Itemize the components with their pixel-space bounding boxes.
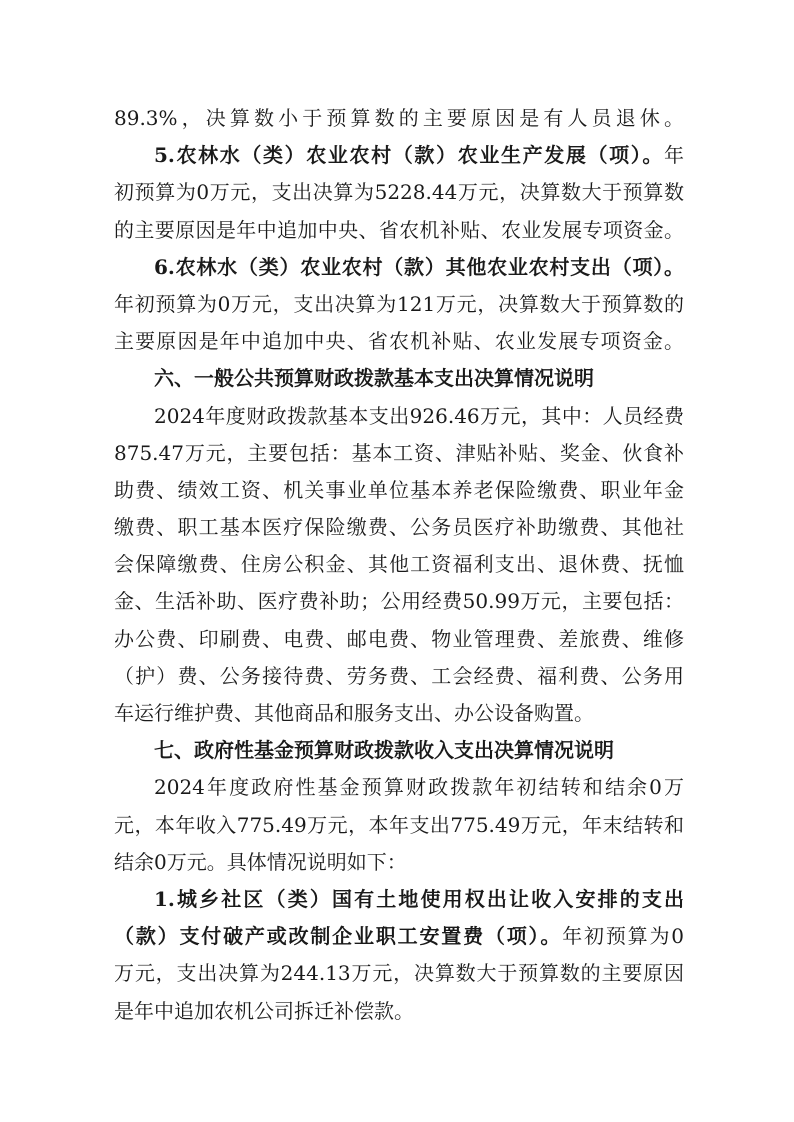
line-text: 车运行维护费、其他商品和服务支出、办公设备购置。: [114, 701, 594, 725]
paragraph-line: [114, 546, 684, 583]
paragraph-line: [114, 695, 684, 732]
line-text: 年初预算为0: [562, 924, 684, 949]
paragraph-line: [114, 509, 684, 546]
paragraph-line: [114, 100, 684, 137]
line-text: 的主要原因是年中追加中央、省农机补贴、农业发展专项资金。: [114, 217, 684, 242]
paragraph-line: [114, 286, 684, 323]
item-5-title-line: [114, 137, 684, 174]
item-6-title-line: [114, 249, 684, 286]
paragraph-line: [114, 583, 684, 620]
line-text: 结余0万元。具体情况说明如下：: [114, 849, 407, 874]
paragraph-line: [114, 658, 684, 695]
line-text: （护）费、公务接待费、劳务费、工会经费、福利费、公务用: [114, 663, 684, 688]
paragraph-line: [114, 807, 684, 844]
item-5-title: 5.农林水（类）农业农村（款）农业生产发展（项）。: [154, 143, 664, 168]
paragraph-line: [114, 212, 684, 249]
item-1-title-continued: （款）支付破产或改制企业职工安置费（项）。: [114, 924, 563, 949]
line-text: 万元，支出决算为244.13万元，决算数大于预算数的主要原因: [114, 961, 684, 986]
paragraph-line: [114, 955, 684, 992]
line-text: 助费、绩效工资、机关事业单位基本养老保险缴费、职业年金: [114, 477, 684, 502]
line-text: 主要原因是年中追加中央、省农机补贴、农业发展专项资金。: [114, 329, 684, 354]
line-text: 875.47万元，主要包括：基本工资、津贴补贴、奖金、伙食补: [114, 440, 684, 465]
paragraph-line: [114, 472, 684, 509]
paragraph-line: [114, 323, 684, 360]
paragraph-line: [114, 174, 684, 211]
paragraph-line: [114, 993, 684, 1030]
section-6-heading-line: [114, 360, 684, 397]
document-body: [114, 100, 684, 1030]
line-text: 年: [664, 143, 684, 168]
section-6-heading: 六、一般公共预算财政拨款基本支出决算情况说明: [154, 366, 594, 391]
line-text: 会保障缴费、住房公积金、其他工资福利支出、退休费、抚恤: [114, 552, 684, 577]
line-text: 元，本年收入775.49万元，本年支出775.49万元，年末结转和: [114, 812, 684, 837]
section-7-heading-line: [114, 732, 684, 769]
line-text: 缴费、职工基本医疗保险缴费、公务员医疗补助缴费、其他社: [114, 515, 684, 540]
line-text: 办公费、印刷费、电费、邮电费、物业管理费、差旅费、维修: [114, 626, 684, 651]
paragraph-line: [114, 435, 684, 472]
paragraph-line: [114, 621, 684, 658]
line-text: 金、生活补助、医疗费补助；公用经费50.99万元，主要包括：: [114, 589, 684, 614]
section-7-heading: 七、政府性基金预算财政拨款收入支出决算情况说明: [154, 738, 614, 763]
line-text: 89.3%，决算数小于预算数的主要原因是有人员退休。: [114, 106, 684, 130]
line-text: 2024年度政府性基金预算财政拨款年初结转和结余0万: [154, 775, 684, 800]
item-6-title: 6.农林水（类）农业农村（款）其他农业农村支出（项）。: [154, 254, 684, 279]
line-text: 初预算为0万元，支出决算为5228.44万元，决算数大于预算数: [114, 180, 684, 205]
item-1-title: 1.城乡社区（类）国有土地使用权出让收入安排的支出: [154, 886, 684, 911]
item-1-title-line-2: [114, 918, 684, 955]
line-text: 2024年度财政拨款基本支出926.46万元，其中：人员经费: [154, 403, 684, 428]
line-text: 年初预算为0万元，支出决算为121万元，决算数大于预算数的: [114, 291, 684, 316]
line-text: 是年中追加农机公司拆迁补偿款。: [114, 998, 414, 1023]
paragraph-line: [114, 398, 684, 435]
paragraph-line: [114, 769, 684, 806]
paragraph-line: [114, 844, 684, 881]
item-1-title-line: [114, 881, 684, 918]
